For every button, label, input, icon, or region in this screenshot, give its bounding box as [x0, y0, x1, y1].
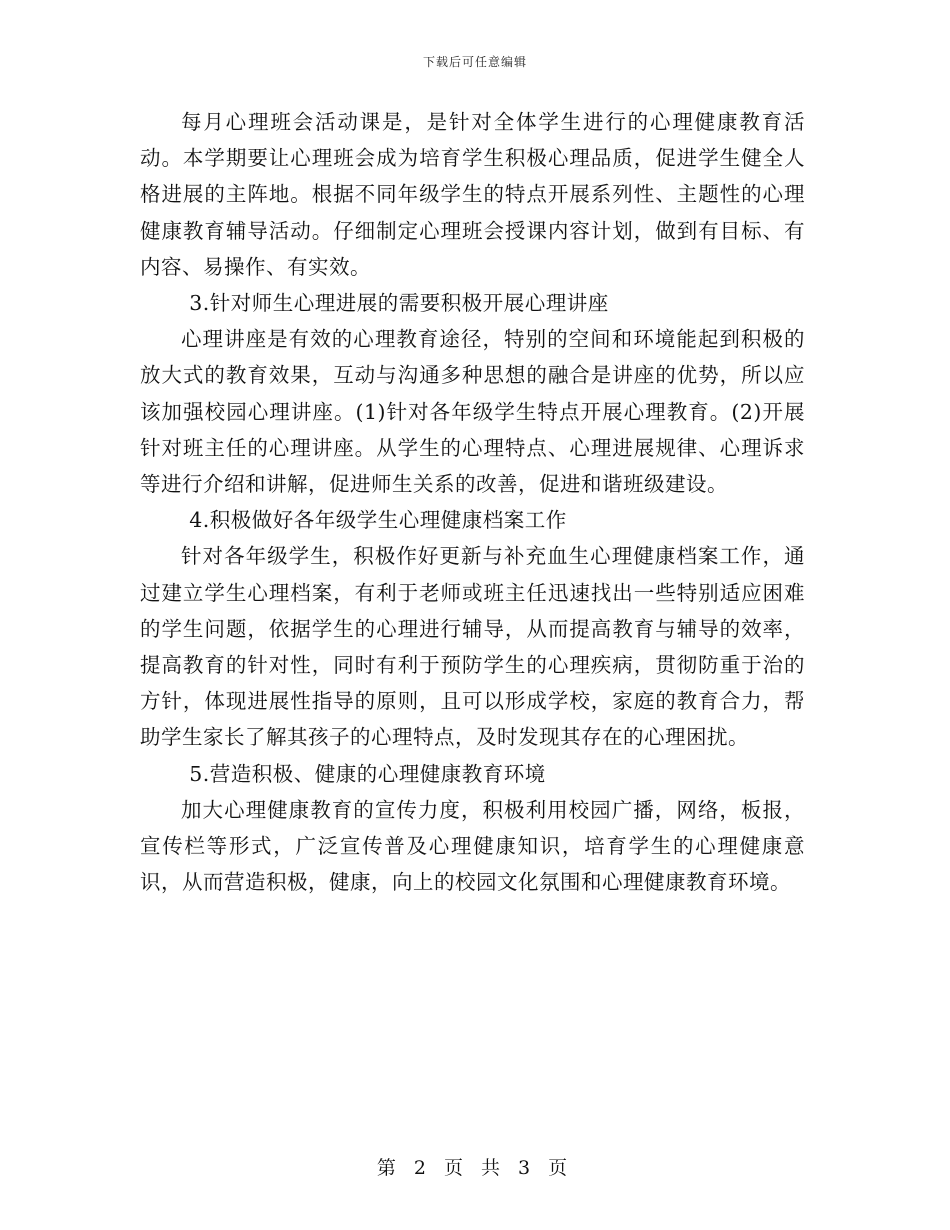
- section-heading-environment: 5.营造积极、健康的心理健康教育环境: [189, 761, 546, 786]
- paragraph-environment: 加大心理健康教育的宣传力度，积极利用校园广播，网络，板报，宣传栏等形式，广泛宣传普及心理健康知识，培育学生的心理健康意识，从而营造积极，健康，向上的校园文化氛围和心理健康教育环境。: [140, 797, 805, 895]
- section-heading-lectures: 3.针对师生心理进展的需要积极开展心理讲座: [189, 291, 609, 316]
- page-number: 第 2 页 共 3 页: [376, 1157, 574, 1179]
- page-header: 下载后可任意编辑: [422, 55, 527, 69]
- paragraph-lectures: 心理讲座是有效的心理教育途径，特别的空间和环境能起到积极的放大式的教育效果，互动与沟通多种思想的融合是讲座的优势，所以应该加强校园心理讲座。(1)针对各年级学生特点开展心理教育。(2)开展针对班主任的心理讲座。从学生的心理特点、心理进展规律、心理诉求等进行介绍和讲解，促进师生关系的改善，促进和谐班级建设。: [140, 327, 805, 497]
- section-heading-archives: 4.积极做好各年级学生心理健康档案工作: [189, 508, 567, 533]
- paragraph-archives: 针对各年级学生，积极作好更新与补充血生心理健康档案工作，通过建立学生心理档案，有利于老师或班主任迅速找出一些特别适应困难的学生问题，依据学生的心理进行辅导，从而提高教育与辅导的效率，提高教育的针对性，同时有利于预防学生的心理疾病，贯彻防重于治的方针，体现进展性指导的原则，且可以形成学校，家庭的教育合力，帮助学生家长了解其孩子的心理特点，及时发现其存在的心理困扰。: [140, 544, 805, 750]
- paragraph-class-meeting: 每月心理班会活动课是，是针对全体学生进行的心理健康教育活动。本学期要让心理班会成为培育学生积极心理品质，促进学生健全人格进展的主阵地。根据不同年级学生的特点开展系列性、主题性的心理健康教育辅导活动。仔细制定心理班会授课内容计划，做到有目标、有内容、易操作、有实效。: [140, 110, 805, 279]
- document-body: [140, 104, 805, 900]
